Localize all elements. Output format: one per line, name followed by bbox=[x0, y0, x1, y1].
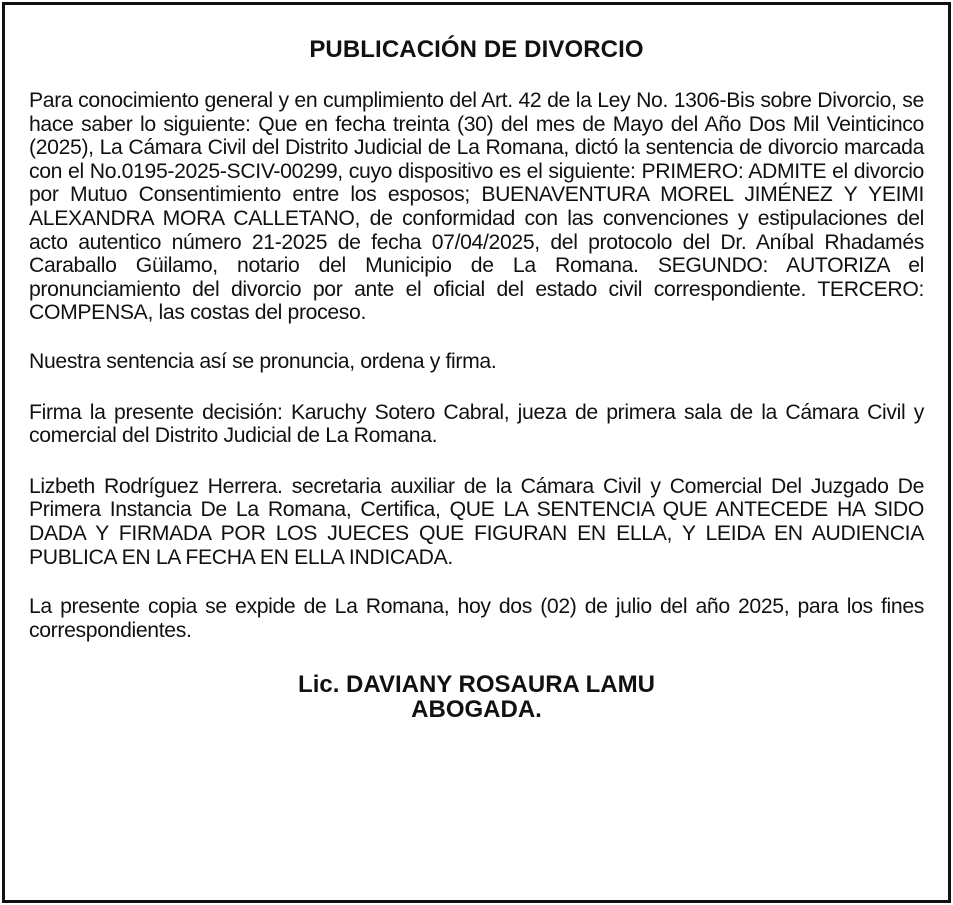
paragraph-secretary-certification: Lizbeth Rodríguez Herrera. secretaria auxiliar de la Cámara Civil y Comercial Del Juzgado De Primera Instancia De La Romana, Certifica, QUE LA SENTENCIA QUE ANTECEDE HA SIDO DADA Y FIRMADA POR LOS JUECES QUE FIGURAN EN ELLA, Y LEIDA EN AUDIENCIA PUBLICA EN LA FECHA EN ELLA INDICADA. bbox=[29, 474, 924, 569]
paragraph-judge-signature: Firma la presente decisión: Karuchy Sotero Cabral, jueza de primera sala de la Cámara Civil y comercial del Distrito Judicial de La Romana. bbox=[29, 400, 924, 448]
notice-title: PUBLICACIÓN DE DIVORCIO bbox=[309, 36, 644, 63]
notice-body bbox=[29, 35, 924, 722]
notice-border bbox=[2, 2, 951, 903]
paragraph-pronouncement: Nuestra sentencia así se pronuncia, ordena y firma. bbox=[29, 349, 497, 373]
paragraph-sentence-details: Para conocimiento general y en cumplimiento del Art. 42 de la Ley No. 1306-Bis sobre Divorcio, se hace saber lo siguiente: Que en fecha treinta (30) del mes de Mayo del Año Dos Mil Veinticinco (2025), La Cámara Civil del Distrito Judicial de La Romana, dictó la sentencia de divorcio marcada con el No.0195-2025-SCIV-00299, cuyo dispositivo es el siguiente: PRIMERO: ADMITE el divorcio por Mutuo Consentimiento entre los esposos; BUENAVENTURA MOREL JIMÉNEZ Y YEIMI ALEXANDRA MORA CALLETANO, de conformidad con las convenciones y estipulaciones del acto autentico número 21-2025 de fecha 07/04/2025, del protocolo del Dr. Aníbal Rhadamés Caraballo Güilamo, notario del Municipio de La Romana. SEGUNDO: AUTORIZA el pronunciamiento del divorcio por ante el oficial del estado civil correspondiente. TERCERO: COMPENSA, las costas del proceso. bbox=[29, 89, 924, 325]
paragraph-copy-issued: La presente copia se expide de La Romana, hoy dos (02) de julio del año 2025, para los fines correspondientes. bbox=[29, 595, 924, 642]
signature-role: ABOGADA. bbox=[411, 696, 542, 724]
signature-name: Lic. DAVIANY ROSAURA LAMU bbox=[298, 671, 655, 699]
